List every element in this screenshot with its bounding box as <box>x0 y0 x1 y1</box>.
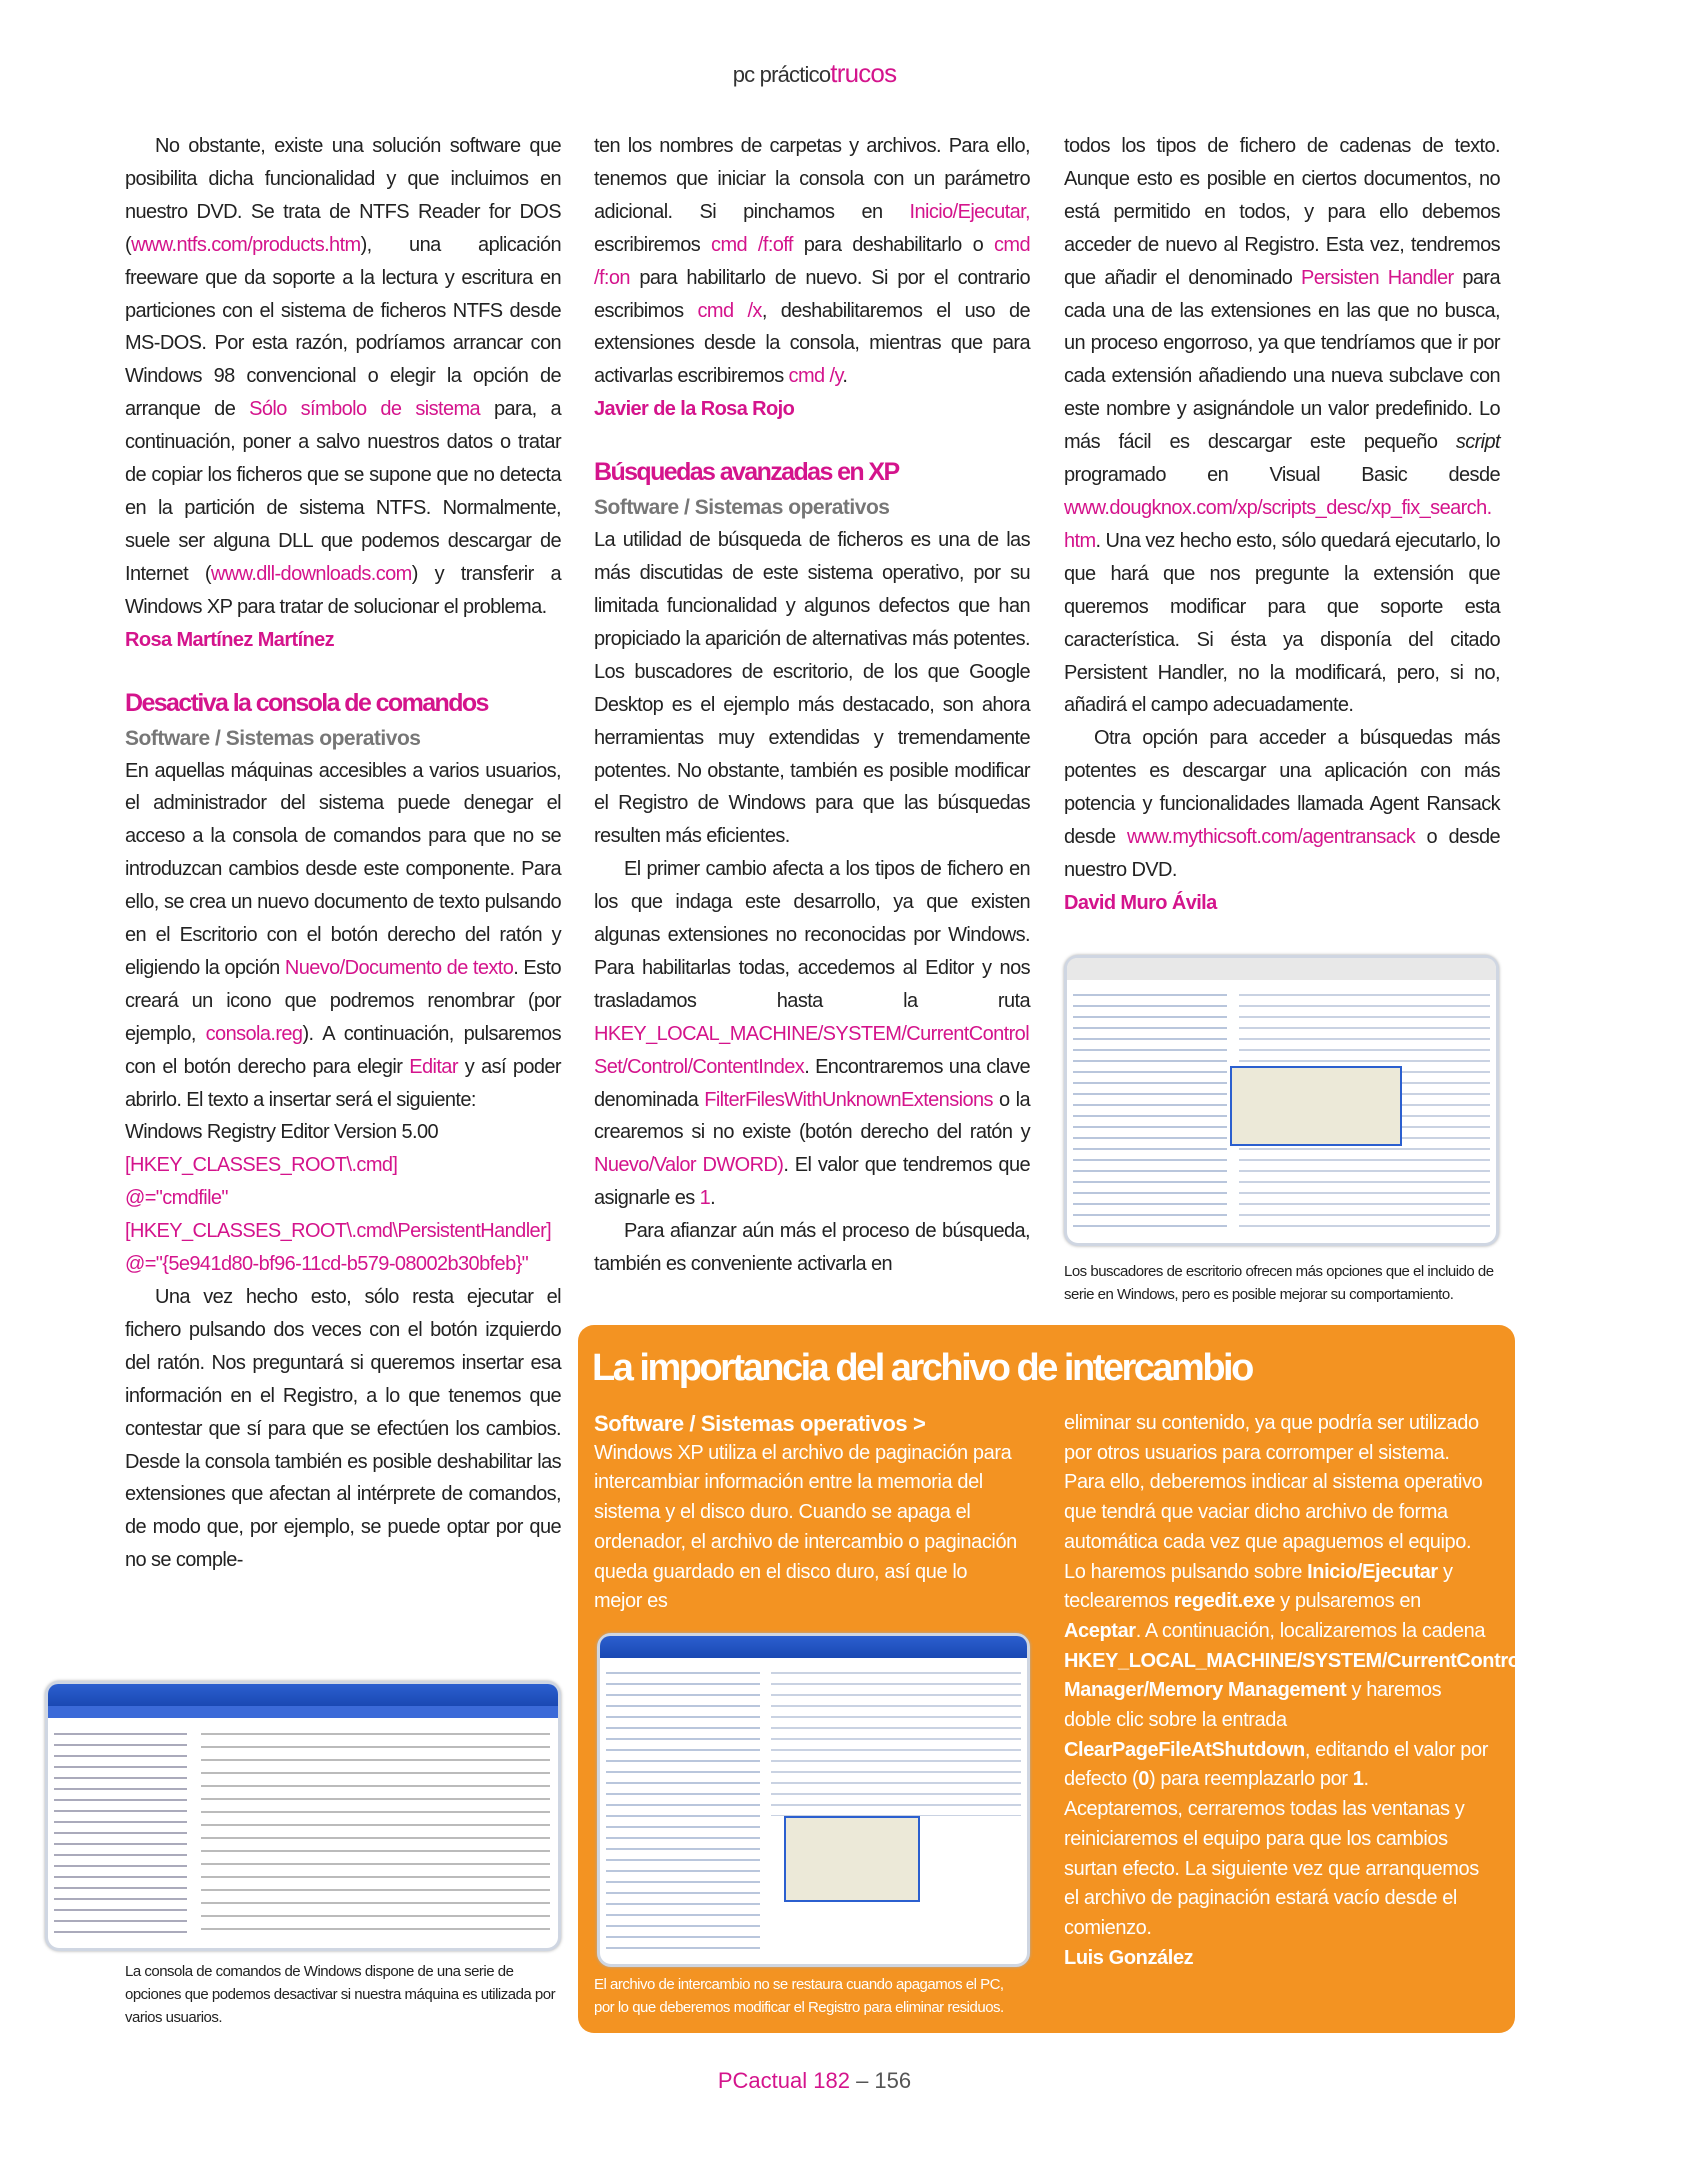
box-title: La importancia del archivo de intercambio <box>592 1347 1252 1389</box>
page-footer <box>0 2068 1629 2094</box>
text-run: ten los nombres de carpetas y archivos. Para ello, tenemos que iniciar la consola con un parámetro adicional. Si pinchamos en <box>594 135 1030 223</box>
article-heading: Desactiva la consola de comandos <box>125 688 488 717</box>
text-run: . A continuación, localizaremos la cadena <box>1135 1619 1486 1642</box>
text-run: y teclearemos <box>1064 1560 1453 1613</box>
text-run: . <box>842 365 848 388</box>
highlighted-text: [HKEY_CLASSES_ROOT\.cmd\PersistentHandler] <box>125 1220 552 1243</box>
image-caption: Los buscadores de escritorio ofrecen más opciones que el incluido de serie en Windows, pero es posible mejorar su comportamiento. <box>1064 1263 1494 1303</box>
text-run: escribiremos <box>594 233 712 256</box>
column-2 <box>594 130 1030 1281</box>
highlighted-text: 1 <box>699 1187 711 1210</box>
highlighted-text: @="{5e941d80-bf96-11cd-b579-08002b30bfeb}" <box>125 1253 529 1276</box>
paragraph <box>125 1281 561 1577</box>
text-run: . <box>710 1187 716 1210</box>
author: David Muro Ávila <box>1064 891 1217 914</box>
text-run: ) y transferir a Windows XP para tratar de solucionar el problema. <box>125 562 561 618</box>
text-run: eliminar su contenido, ya que podría ser utilizado por otros usuarios para corromper el sistema. Para ello, deberemos indicar al sistema operativo que tendrá que vaciar dicho archivo de forma automática cada vez que apaguemos el equipo. Lo haremos pulsando sobre <box>1064 1412 1483 1583</box>
text-run: 0 <box>1138 1768 1149 1791</box>
section-label: pc práctico <box>732 62 831 87</box>
registry-code <box>125 1116 561 1281</box>
text-run: , editando el valor por defecto ( <box>1064 1738 1488 1791</box>
magazine-issue: PCactual 182 <box>717 2068 850 2093</box>
paragraph <box>594 1215 1030 1281</box>
highlighted-text: HKEY_LOCAL_MACHINE/SYSTEM/CurrentControlSet/Control/ContentIndex <box>594 1022 1030 1078</box>
text-run: Una vez hecho esto, sólo resta ejecutar el fichero pulsando dos veces con el botón izquierdo del ratón. Nos preguntará si queremos insertar esa información en el Registro, a lo que tenemos que contestar que sí para que se efectúen los cambios. Desde la consola también es posible deshabilitar las extensiones que afectan al intérprete de comandos, de modo que, por ejemplo, se puede optar por que no se comple- <box>125 1286 561 1572</box>
highlighted-text: Nuevo/Valor DWORD) <box>594 1154 784 1177</box>
sidebar-box <box>578 1325 1696 2033</box>
text-run: . Encontraremos una clave denominada <box>594 1055 1030 1111</box>
image-caption: La consola de comandos de Windows dispone de una serie de opciones que podemos desactivar si nuestra máquina es utilizada por varios usuarios. <box>125 1963 556 2026</box>
regedit-screenshot <box>597 1633 1030 1967</box>
text-run: ), una aplicación freeware que da soporte a la lectura y escritura en particiones con el sistema de ficheros NTFS desde MS-DOS. Por esta razón, podríamos arrancar con Windows 98 convencional o elegir la opción de arranque de <box>125 233 561 421</box>
highlighted-text: www.ntfs.com/products.htm <box>131 233 361 256</box>
highlighted-text: www.mythicsoft.com/agentransack <box>1126 826 1416 849</box>
paragraph <box>594 130 1030 393</box>
article-category: Software / Sistemas operativos <box>125 726 421 750</box>
text-run: Inicio/Ejecutar <box>1307 1560 1438 1583</box>
article-category: Software / Sistemas operativos <box>594 496 890 520</box>
highlighted-text: Sólo símbolo de sistema <box>249 398 481 421</box>
author: Rosa Martínez Martínez <box>125 628 335 651</box>
author: Luis González <box>1064 1946 1194 1969</box>
text-run: Windows Registry Editor Version 5.00 <box>125 1121 438 1144</box>
text-run: El primer cambio afecta a los tipos de fichero en los que indaga este desarrollo, ya que existen algunas extensiones no reconocidas por Windows. Para habilitarlas todas, accedemos al Editor y nos trasladamos hasta la ruta <box>594 858 1030 1012</box>
text-run: script <box>1455 431 1500 454</box>
author: Javier de la Rosa Rojo <box>594 398 795 421</box>
registry-screenshot <box>1064 955 1499 1246</box>
paragraph <box>594 853 1030 1215</box>
paragraph <box>125 130 561 624</box>
image-caption: El archivo de intercambio no se restaura cuando apagamos el PC, por lo que deberemos modificar el Registro para eliminar residuos. <box>594 1976 1004 2016</box>
article-heading: Búsquedas avanzadas en XP <box>594 458 899 487</box>
highlighted-text: www.dougknox.com/xp/scripts_desc/xp_fix_search.htm <box>1064 496 1492 552</box>
text-run: para, a continuación, poner a salvo nuestros datos o tratar de copiar los ficheros que se supone que no detecta en la partición de sistema NTFS. Normalmente, suele ser alguna DLL que podemos descargar de Internet ( <box>125 398 561 585</box>
text-run: HKEY_LOCAL_MACHINE/SYSTEM/CurrentControlSet/Control/Sesion Manager/Memory Management <box>1064 1649 1696 1702</box>
text-run: Para afianzar aún más el proceso de búsqueda, también es conveniente activarla en <box>594 1220 1030 1276</box>
highlighted-text: cmd /y <box>788 365 843 388</box>
paragraph <box>1064 722 1500 887</box>
box-paragraph <box>1064 1409 1696 1944</box>
highlighted-text: Editar <box>409 1055 458 1078</box>
highlighted-text: FilterFilesWithUnknownExtensions <box>704 1088 993 1111</box>
text-run: ClearPageFileAtShutdown <box>1064 1738 1305 1761</box>
highlighted-text: consola.reg <box>205 1022 303 1045</box>
text-run: y pulsaremos en <box>1274 1590 1421 1613</box>
text-run: La utilidad de búsqueda de ficheros es una de las más discutidas de este sistema operativo, por su limitada funcionalidad y algunos defectos que han propiciado la aparición de alternativas más potentes. Los buscadores de escritorio, de los que Google Desktop es el ejemplo más destacado, son ahora herramientas muy extendidas y tremendamente potentes. No obstante, también es posible modificar el Registro de Windows para que las búsquedas resulten más eficientes. <box>594 529 1030 848</box>
text-run: y así poder abrirlo. El texto a insertar será el siguiente: <box>125 1055 561 1111</box>
highlighted-text: Persisten Handler <box>1301 266 1454 289</box>
text-run: ). A continuación, pulsaremos con el botón derecho para elegir <box>125 1022 561 1078</box>
text-run: o la crearemos si no existe (botón derecho del ratón y <box>594 1088 1030 1144</box>
column-1 <box>125 130 561 1577</box>
text-run: ) para reemplazarlo por <box>1148 1768 1353 1791</box>
column-3 <box>1064 130 1500 920</box>
text-run: para cada una de las extensiones en las que no busca, un proceso engorroso, ya que tendríamos que ir por cada extensión añadiendo una nueva subclave con este nombre y asignándole un valor predefinido. Lo más fácil es descargar este pequeño <box>1064 266 1500 454</box>
text-run: . Una vez hecho esto, sólo quedará ejecutarlo, lo que hará que nos pregunte la extensión que queremos modificar para que soporte esta característica. Si ésta ya disponía del citado Persistent Handler, no la modificará, pero, si no, añadirá el campo adecuadamente. <box>1064 529 1500 717</box>
paragraph <box>594 524 1030 853</box>
highlighted-text: cmd /x <box>697 299 762 322</box>
text-run: No obstante, existe una solución software que posibilita dicha funcionalidad y que incluimos en nuestro DVD. Se trata de NTFS Reader for DOS ( <box>125 135 561 256</box>
highlighted-text: [HKEY_CLASSES_ROOT\.cmd] <box>125 1154 398 1177</box>
text-run: . Esto creará un icono que podremos renombrar (por ejemplo, <box>125 956 561 1045</box>
highlighted-text: cmd /f:on <box>594 233 1030 289</box>
text-run: Otra opción para acceder a búsquedas más potentes es descargar una aplicación con más potencia y funcionalidades llamada Agent Ransack desde <box>1064 727 1500 849</box>
box-category: Software / Sistemas operativos > <box>594 1411 926 1436</box>
paragraph <box>1064 130 1500 722</box>
highlighted-text: cmd /f:off <box>711 233 793 256</box>
highlighted-text: www.dll-downloads.com <box>210 562 412 585</box>
text-run: regedit.exe <box>1173 1590 1275 1613</box>
text-run: para deshabilitarlo o <box>792 233 994 256</box>
text-run: , deshabilitaremos el uso de extensiones desde la consola, mientras que para activarlas escribiremos <box>594 299 1031 388</box>
text-run: todos los tipos de fichero de cadenas de texto. Aunque esto es posible en ciertos documentos, no está permitido en todos, y para ello debemos acceder de nuevo al Registro. Esta vez, tendremos que añadir el denominado <box>1064 135 1500 289</box>
command-docs-screenshot <box>45 1681 561 1951</box>
text-run: 1 <box>1352 1768 1364 1791</box>
page-number: – 156 <box>856 2068 912 2093</box>
highlighted-text: Inicio/Ejecutar, <box>909 200 1030 223</box>
text-run: . Aceptaremos, cerraremos todas las ventanas y reiniciaremos el equipo para que los cambios surtan efecto. La siguiente vez que arranquemos el archivo de paginación estará vacío desde el comienzo. <box>1064 1768 1479 1939</box>
box-paragraph <box>594 1439 1019 1617</box>
text-run: programado en Visual Basic desde <box>1064 464 1500 487</box>
page-header <box>0 58 1629 89</box>
text-run: En aquellas máquinas accesibles a varios usuarios, el administrador del sistema puede denegar el acceso a la consola de comandos para que no se introduzcan cambios desde este componente. Para ello, se crea un nuevo documento de texto pulsando en el Escritorio con el botón derecho del ratón y eligiendo la opción <box>125 759 561 979</box>
paragraph <box>125 755 561 1117</box>
text-run: Windows XP utiliza el archivo de paginación para intercambiar información entre la memoria del sistema y el disco duro. Cuando se apaga el ordenador, el archivo de intercambio o paginación queda guardado en el disco duro, así que lo mejor es <box>594 1441 1017 1613</box>
text-run: Aceptar <box>1064 1619 1136 1642</box>
text-run: o desde nuestro DVD. <box>1064 826 1501 881</box>
highlighted-text: @="cmdfile" <box>125 1187 228 1210</box>
topic-label: trucos <box>830 58 897 88</box>
text-run: para habilitarlo de nuevo. Si por el contrario escribimos <box>594 266 1030 322</box>
highlighted-text: Nuevo/Documento de texto <box>284 956 514 979</box>
text-run: . El valor que tendremos que asignarle es <box>594 1154 1030 1210</box>
text-run: y haremos doble clic sobre la entrada <box>1064 1679 1442 1732</box>
